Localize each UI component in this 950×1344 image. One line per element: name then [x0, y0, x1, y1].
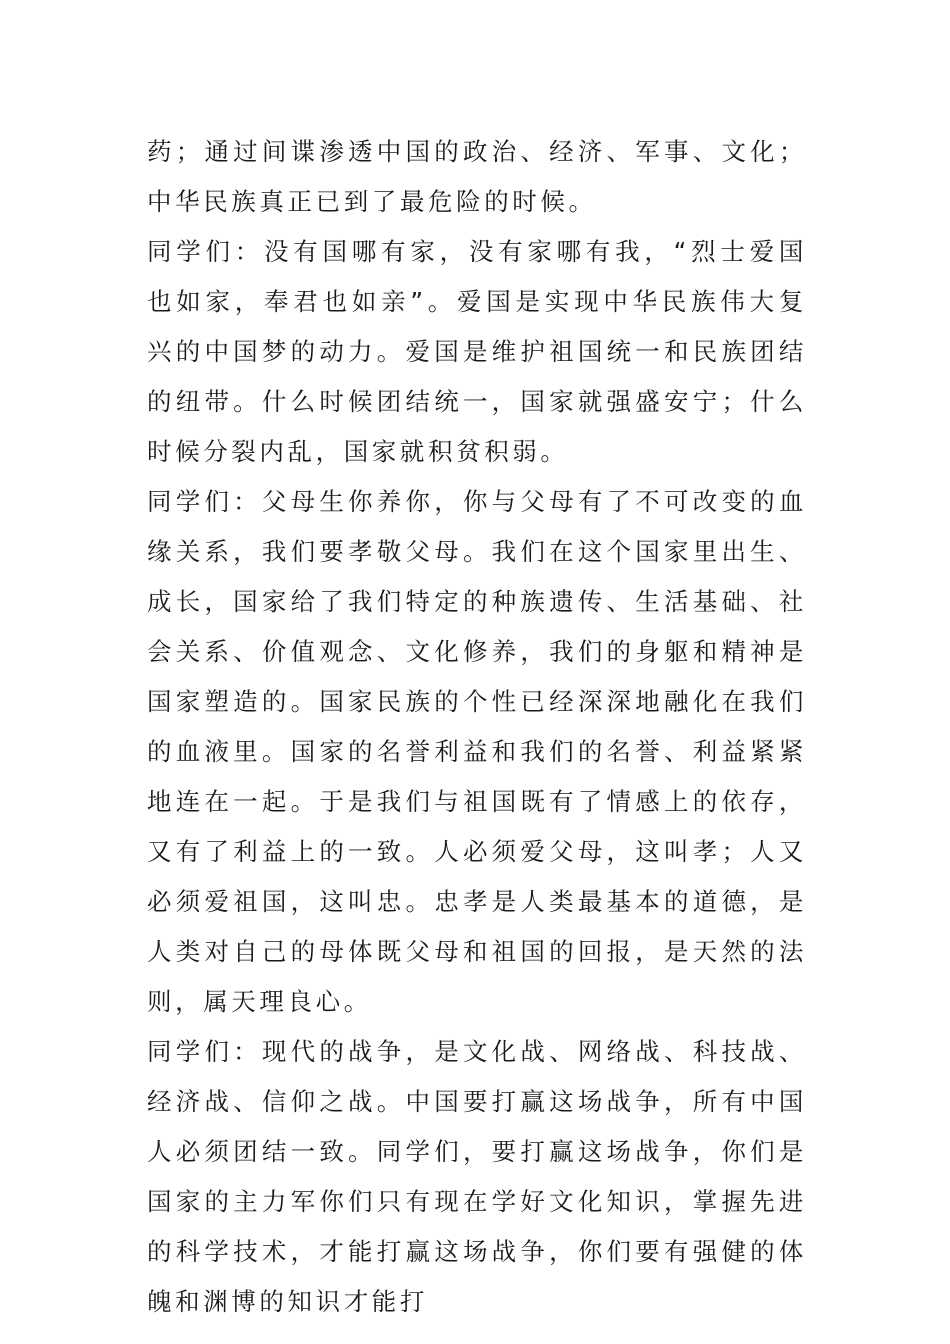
paragraph-2: 同学们：没有国哪有家，没有家哪有我，“烈士爱国也如家，奉君也如亲”。爱国是实现中华民族伟大复兴的中国梦的动力。爱国是维护祖国统一和民族团结的纽带。什么时候团结统一，国家就强盛安宁；什么时候分裂内乱，国家就积贫积弱。: [147, 237, 807, 466]
paragraph-1: 药；通过间谍渗透中国的政治、经济、军事、文化；中华民族真正已到了最危险的时候。: [147, 137, 807, 216]
paragraph-4: 同学们：现代的战争，是文化战、网络战、科技战、经济战、信仰之战。中国要打赢这场战争，所有中国人必须团结一致。同学们，要打赢这场战争，你们是国家的主力军你们只有现在学好文化知识，掌握先进的科学技术，才能打赢这场战争，你们要有强健的体魄和渊博的知识才能打: [147, 1037, 807, 1316]
document-page: [147, 127, 807, 1327]
paragraph-3: 同学们：父母生你养你，你与父母有了不可改变的血缘关系，我们要孝敬父母。我们在这个国家里出生、成长，国家给了我们特定的种族遗传、生活基础、社会关系、价值观念、文化修养，我们的身躯和精神是国家塑造的。国家民族的个性已经深深地融化在我们的血液里。国家的名誉利益和我们的名誉、利益紧紧地连在一起。于是我们与祖国既有了情感上的依存，又有了利益上的一致。人必须爱父母，这叫孝；人又必须爱祖国，这叫忠。忠孝是人类最基本的道德，是人类对自己的母体既父母和祖国的回报，是天然的法则，属天理良心。: [147, 487, 807, 1016]
